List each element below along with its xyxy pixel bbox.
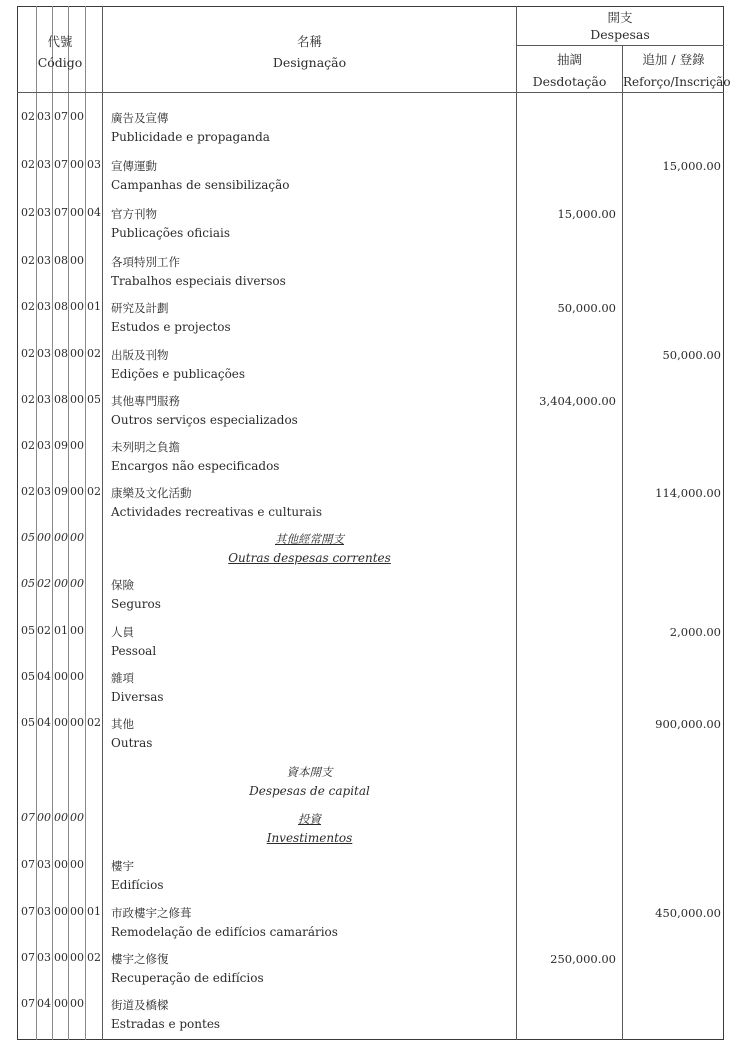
designation-zh: 出版及刊物 xyxy=(111,348,169,362)
desdotacao-amount: 50,000.00 xyxy=(557,301,616,315)
designation-pt: Trabalhos especiais diversos xyxy=(111,274,286,288)
section-heading-row xyxy=(0,527,744,573)
code-part: 00 xyxy=(54,716,68,729)
table-row xyxy=(0,343,744,389)
table-row xyxy=(0,389,744,435)
designation-zh: 人員 xyxy=(111,625,134,639)
code-part: 00 xyxy=(54,670,68,683)
code-part: 03 xyxy=(37,393,51,406)
code-part: 02 xyxy=(37,624,51,637)
desdotacao-header-zh: 抽調 xyxy=(556,52,582,67)
code-part: 03 xyxy=(87,158,101,171)
code-part: 02 xyxy=(37,577,51,590)
table-row xyxy=(0,154,744,200)
code-part: 00 xyxy=(37,531,51,544)
code-part: 03 xyxy=(37,951,51,964)
code-part: 00 xyxy=(70,485,84,498)
designation-zh: 街道及橋樑 xyxy=(111,998,169,1012)
table-row xyxy=(0,573,744,619)
code-part: 02 xyxy=(21,300,35,313)
designation-zh: 官方刊物 xyxy=(111,207,157,221)
code-part: 02 xyxy=(21,485,35,498)
code-part: 08 xyxy=(54,393,68,406)
code-part: 00 xyxy=(70,997,84,1010)
code-part: 05 xyxy=(21,670,35,683)
table-row xyxy=(0,712,744,758)
despesas-header-zh: 開支 xyxy=(607,10,633,25)
designation-pt: Outros serviços especializados xyxy=(111,413,298,427)
code-part: 08 xyxy=(54,300,68,313)
desdotacao-amount: 3,404,000.00 xyxy=(539,394,616,408)
code-part: 07 xyxy=(21,811,35,824)
code-part: 00 xyxy=(70,531,84,544)
section-title-pt: Investimentos xyxy=(266,831,353,845)
code-part: 05 xyxy=(21,531,35,544)
designation-pt: Campanhas de sensibilização xyxy=(111,178,290,192)
despesas-header-pt: Despesas xyxy=(590,27,650,42)
code-part: 07 xyxy=(21,997,35,1010)
code-part: 07 xyxy=(21,905,35,918)
codigo-header-pt: Código xyxy=(37,55,83,70)
table-row xyxy=(0,296,744,342)
code-part: 08 xyxy=(54,254,68,267)
code-part: 00 xyxy=(54,577,68,590)
section-title-zh: 其他經常開支 xyxy=(275,532,344,546)
code-part: 03 xyxy=(37,905,51,918)
designation-pt: Publicações oficiais xyxy=(111,226,230,240)
designation-pt: Diversas xyxy=(111,690,164,704)
desdotacao-amount: 250,000.00 xyxy=(550,952,616,966)
code-part: 03 xyxy=(37,206,51,219)
table-row xyxy=(0,435,744,481)
desdotacao-header-pt: Desdotação xyxy=(532,74,607,89)
code-part: 00 xyxy=(70,347,84,360)
code-part: 02 xyxy=(87,485,101,498)
code-part: 05 xyxy=(87,393,101,406)
code-part: 02 xyxy=(87,716,101,729)
code-part: 03 xyxy=(37,158,51,171)
section-title-pt: Outras despesas correntes xyxy=(228,551,391,565)
code-part: 09 xyxy=(54,439,68,452)
reforco-amount: 2,000.00 xyxy=(669,625,721,639)
code-part: 00 xyxy=(54,905,68,918)
code-part: 00 xyxy=(70,716,84,729)
reforco-header-zh: 追加 / 登錄 xyxy=(642,52,705,67)
code-part: 00 xyxy=(70,811,84,824)
code-part: 07 xyxy=(54,158,68,171)
code-part: 02 xyxy=(21,110,35,123)
code-part: 00 xyxy=(70,858,84,871)
reforco-amount: 450,000.00 xyxy=(655,906,721,920)
designation-zh: 未列明之負擔 xyxy=(111,440,180,454)
designation-zh: 雜項 xyxy=(111,671,134,685)
reforco-amount: 114,000.00 xyxy=(655,486,721,500)
designation-pt: Seguros xyxy=(111,597,161,611)
table-row xyxy=(0,947,744,993)
code-part: 00 xyxy=(70,206,84,219)
code-part: 00 xyxy=(54,858,68,871)
code-part: 02 xyxy=(87,951,101,964)
designation-pt: Pessoal xyxy=(111,644,157,658)
code-part: 04 xyxy=(37,670,51,683)
code-part: 04 xyxy=(87,206,101,219)
code-part: 00 xyxy=(70,905,84,918)
designation-pt: Edições e publicações xyxy=(111,367,246,381)
code-part: 03 xyxy=(37,347,51,360)
code-part: 00 xyxy=(70,110,84,123)
code-part: 04 xyxy=(37,716,51,729)
table-row xyxy=(0,854,744,900)
code-part: 00 xyxy=(54,811,68,824)
code-part: 00 xyxy=(70,951,84,964)
designation-pt: Estradas e pontes xyxy=(111,1017,221,1031)
code-part: 05 xyxy=(21,624,35,637)
code-part: 07 xyxy=(54,206,68,219)
code-part: 07 xyxy=(54,110,68,123)
designation-zh: 研究及計劃 xyxy=(111,301,169,315)
code-part: 00 xyxy=(54,951,68,964)
table-row xyxy=(0,481,744,527)
designation-pt: Edifícios xyxy=(111,878,164,892)
code-part: 01 xyxy=(87,300,101,313)
code-part: 05 xyxy=(21,716,35,729)
designation-pt: Publicidade e propaganda xyxy=(111,130,270,144)
code-part: 02 xyxy=(21,206,35,219)
code-part: 00 xyxy=(70,577,84,590)
table-row xyxy=(0,202,744,248)
code-part: 00 xyxy=(70,624,84,637)
code-part: 03 xyxy=(37,858,51,871)
header-bottom-line xyxy=(17,92,724,93)
despesas-subheader-line xyxy=(516,45,724,46)
table-row xyxy=(0,620,744,666)
code-part: 00 xyxy=(54,531,68,544)
designation-zh: 保險 xyxy=(111,578,134,592)
table-row xyxy=(0,106,744,152)
code-part: 00 xyxy=(54,997,68,1010)
reforco-header-pt: Reforço/Inscrição xyxy=(623,75,731,89)
code-part: 02 xyxy=(21,347,35,360)
designation-zh: 宣傳運動 xyxy=(111,159,157,173)
section-heading-row xyxy=(0,760,744,806)
code-part: 04 xyxy=(37,997,51,1010)
codigo-header-zh: 代號 xyxy=(47,34,73,49)
code-part: 00 xyxy=(70,439,84,452)
table-row xyxy=(0,993,744,1039)
code-part: 03 xyxy=(37,110,51,123)
designation-zh: 其他專門服務 xyxy=(111,394,180,408)
code-part: 02 xyxy=(21,158,35,171)
designation-zh: 廣告及宣傳 xyxy=(111,111,169,125)
designation-pt: Estudos e projectos xyxy=(111,320,231,334)
designation-zh: 樓宇之修復 xyxy=(111,952,169,966)
code-part: 02 xyxy=(21,254,35,267)
designation-zh: 康樂及文化活動 xyxy=(111,486,192,500)
section-title-zh: 投資 xyxy=(298,812,321,826)
code-part: 05 xyxy=(21,577,35,590)
code-part: 03 xyxy=(37,254,51,267)
code-part: 00 xyxy=(70,670,84,683)
code-part: 09 xyxy=(54,485,68,498)
table-row xyxy=(0,250,744,296)
code-part: 07 xyxy=(21,858,35,871)
designation-zh: 其他 xyxy=(111,717,134,731)
desdotacao-amount: 15,000.00 xyxy=(557,207,616,221)
code-part: 01 xyxy=(87,905,101,918)
designation-pt: Recuperação de edifícios xyxy=(111,971,264,985)
designation-pt: Encargos não especificados xyxy=(111,459,280,473)
code-part: 07 xyxy=(21,951,35,964)
designation-pt: Remodelação de edifícios camarários xyxy=(111,925,338,939)
designation-zh: 各項特別工作 xyxy=(111,255,180,269)
section-heading-row xyxy=(0,807,744,853)
designation-zh: 市政樓宇之修葺 xyxy=(111,906,192,920)
code-part: 02 xyxy=(21,393,35,406)
designation-pt: Actividades recreativas e culturais xyxy=(111,505,323,519)
code-part: 00 xyxy=(70,300,84,313)
reforco-amount: 50,000.00 xyxy=(662,348,721,362)
reforco-amount: 15,000.00 xyxy=(662,159,721,173)
designation-pt: Outras xyxy=(111,736,153,750)
designation-zh: 樓宇 xyxy=(111,859,134,873)
designacao-header-zh: 名稱 xyxy=(296,34,322,49)
code-part: 02 xyxy=(87,347,101,360)
code-part: 03 xyxy=(37,439,51,452)
code-part: 01 xyxy=(54,624,68,637)
code-part: 00 xyxy=(70,393,84,406)
code-part: 02 xyxy=(21,439,35,452)
reforco-amount: 900,000.00 xyxy=(655,717,721,731)
section-title-pt: Despesas de capital xyxy=(249,784,370,798)
section-title-zh: 資本開支 xyxy=(286,765,333,779)
code-part: 00 xyxy=(70,158,84,171)
table-row xyxy=(0,901,744,947)
code-part: 03 xyxy=(37,485,51,498)
designacao-header-pt: Designação xyxy=(272,55,347,70)
code-part: 03 xyxy=(37,300,51,313)
code-part: 08 xyxy=(54,347,68,360)
code-part: 00 xyxy=(37,811,51,824)
table-row xyxy=(0,666,744,712)
code-part: 00 xyxy=(70,254,84,267)
